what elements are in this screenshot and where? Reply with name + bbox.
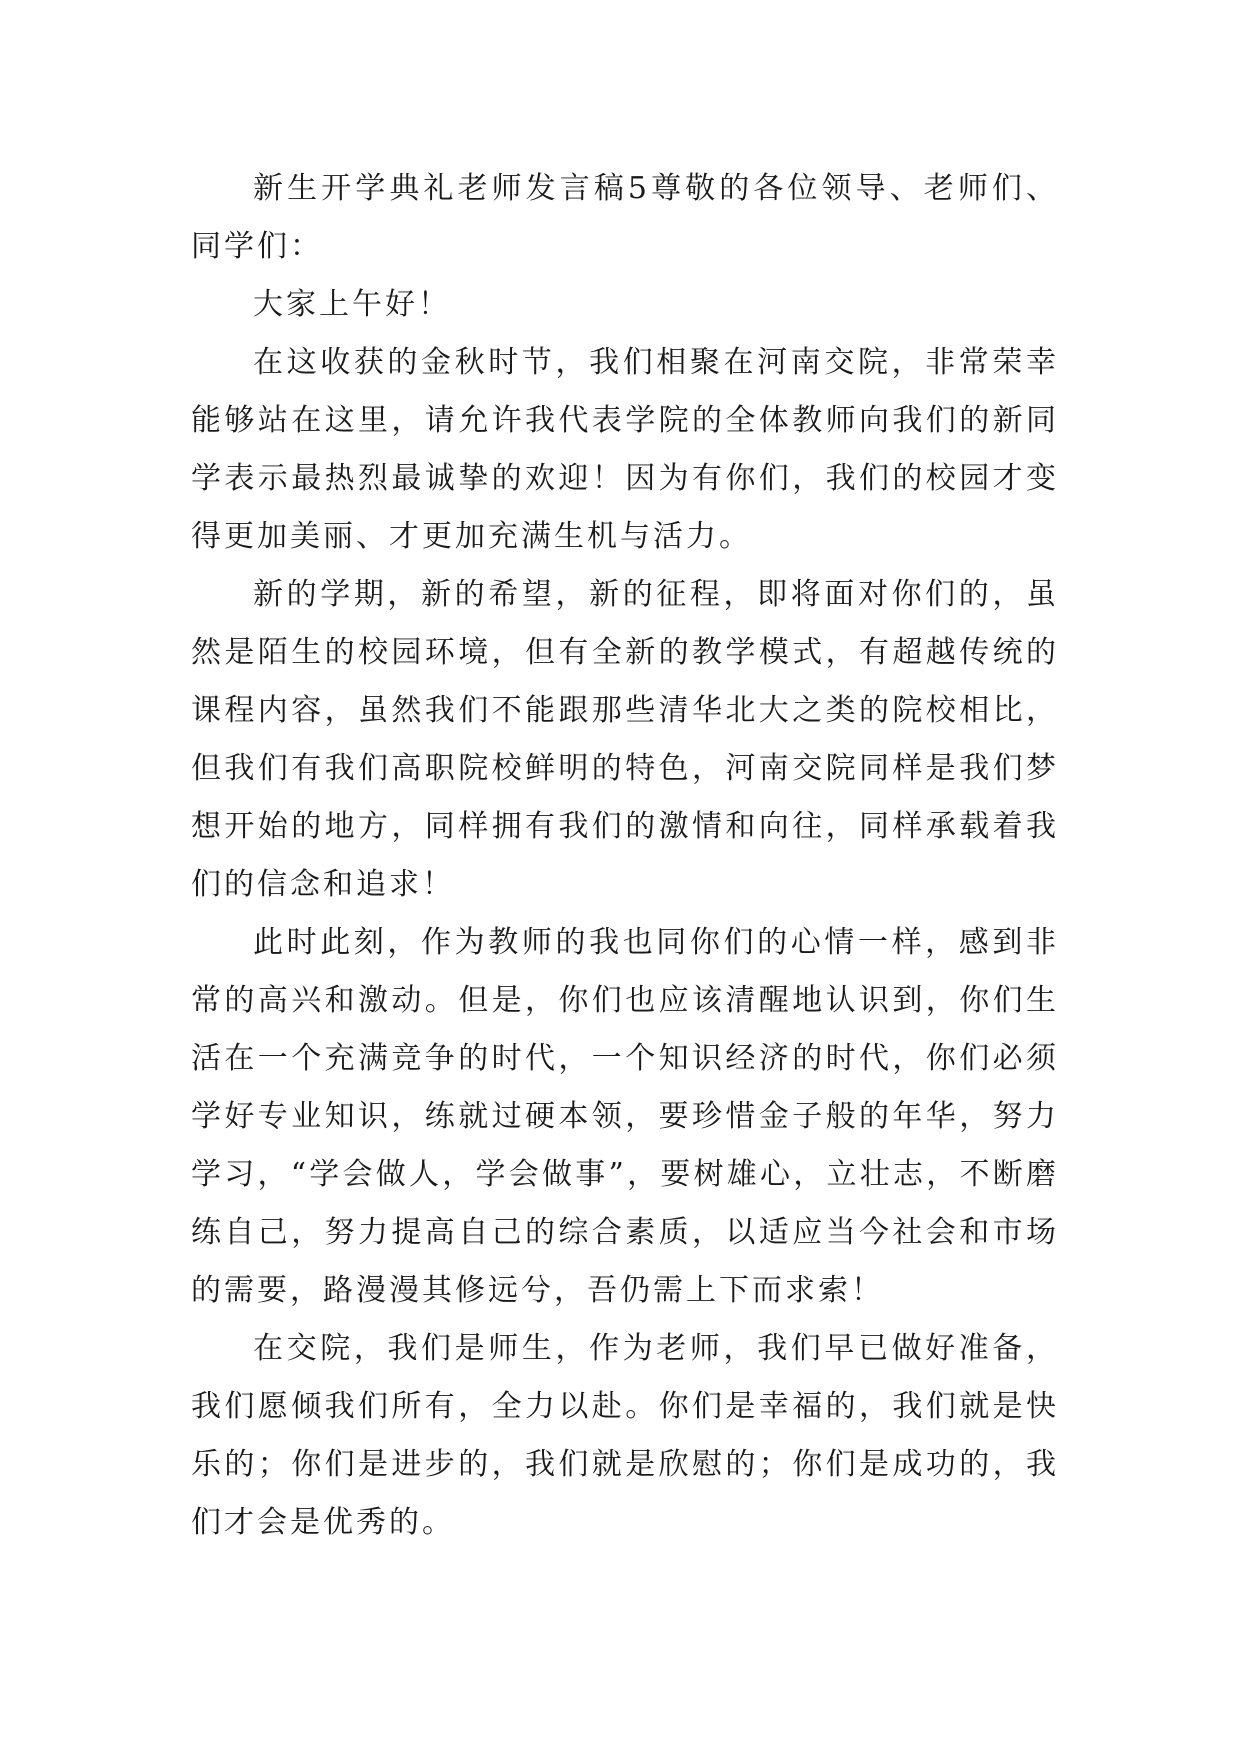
document-body — [191, 160, 1059, 1552]
paragraph-new-semester: 新的学期，新的希望，新的征程，即将面对你们的，虽然是陌生的校园环境，但有全新的教学模式，有超越传统的课程内容，虽然我们不能跟那些清华北大之类的院校相比，但我们有我们高职院校鲜明的特色，河南交院同样是我们梦想开始的地方，同样拥有我们的激情和向往，同样承载着我们的信念和追求！ — [191, 577, 1059, 902]
paragraph-closing: 在交院，我们是师生，作为老师，我们早已做好准备，我们愿倾我们所有，全力以赴。你们是幸福的，我们就是快乐的；你们是进步的，我们就是欣慰的；你们是成功的，我们才会是优秀的。 — [191, 1331, 1059, 1540]
paragraph-encouragement: 此时此刻，作为教师的我也同你们的心情一样，感到非常的高兴和激动。但是，你们也应该清醒地认识到，你们生活在一个充满竞争的时代，一个知识经济的时代，你们必须学好专业知识，练就过硬本领，要珍惜金子般的年华，努力学习，“学会做人，学会做事”，要树雄心，立壮志，不断磨练自己，努力提高自己的综合素质，以适应当今社会和市场的需要，路漫漫其修远兮，吾仍需上下而求索！ — [191, 925, 1059, 1308]
paragraph-hello: 大家上午好！ — [253, 287, 451, 322]
paragraph-title-greeting: 新生开学典礼老师发言稿5尊敬的各位领导、老师们、同学们： — [191, 171, 1059, 264]
paragraph-welcome: 在这收获的金秋时节，我们相聚在河南交院，非常荣幸能够站在这里，请允许我代表学院的全体教师向我们的新同学表示最热烈最诚挚的欢迎！因为有你们，我们的校园才变得更加美丽、才更加充满生机与活力。 — [191, 345, 1059, 554]
